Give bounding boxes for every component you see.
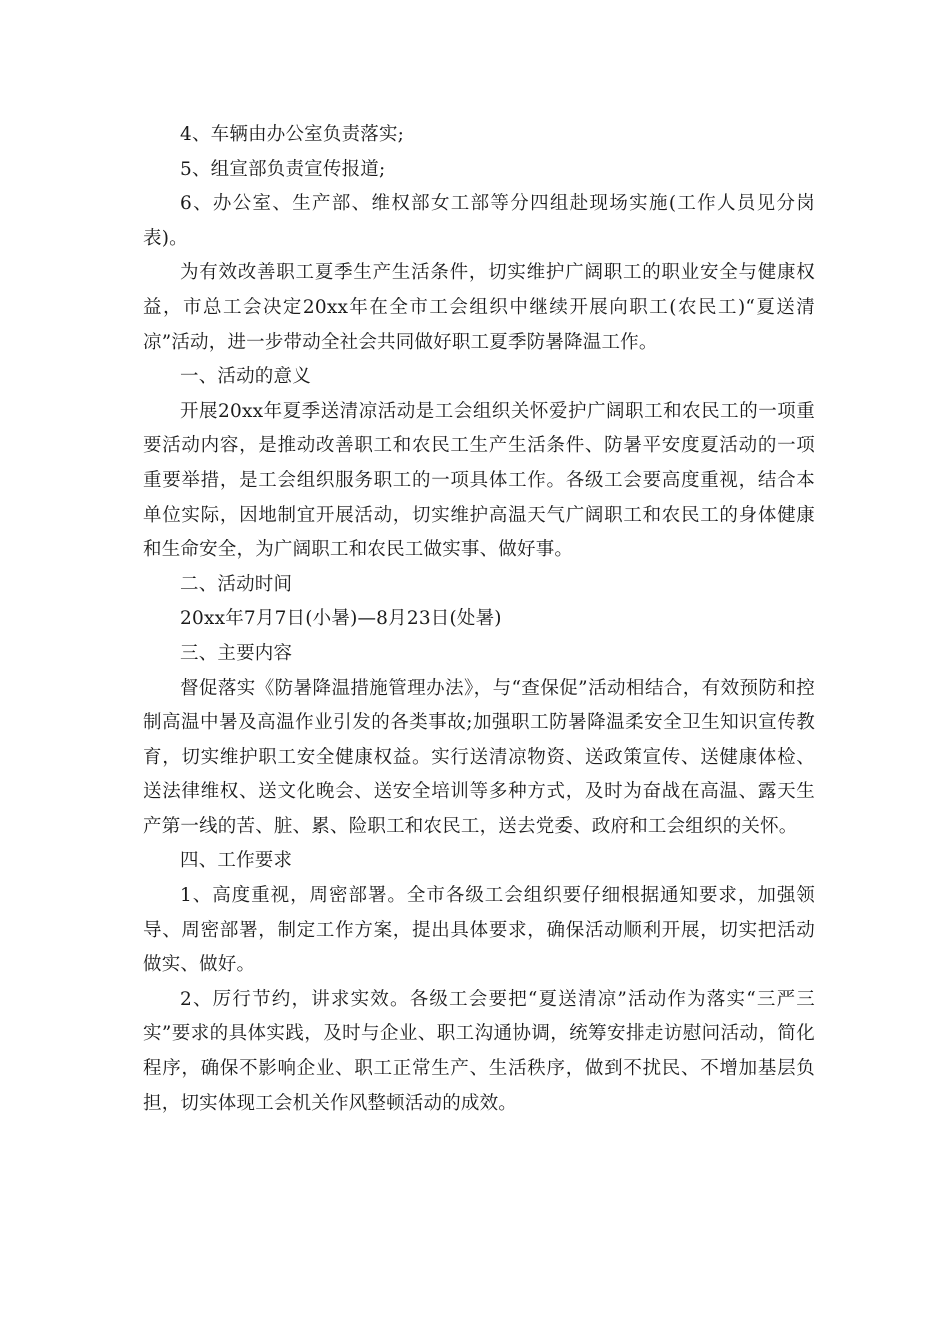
intro-paragraph: 为有效改善职工夏季生产生活条件，切实维护广阔职工的职业安全与健康权益，市总工会决定20xx年在全市工会组织中继续开展向职工(农民工)“夏送清凉”活动，进一步带动全社会共同做好职工夏季防暑降温工作。 (143, 262, 815, 353)
item-vehicle: 4、车辆由办公室负责落实; (180, 124, 405, 145)
significance-paragraph: 开展20xx年夏季送清凉活动是工会组织关怀爱护广阔职工和农民工的一项重要活动内容，是推动改善职工和农民工生产生活条件、防暑平安度夏活动的一项重要举措，是工会组织服务职工的一项具体工作。各级工会要高度重视，结合本单位实际，因地制宜开展活动，切实维护高温天气广阔职工和农民工的身体健康和生命安全，为广阔职工和农民工做实事、做好事。 (143, 400, 815, 561)
section-heading-significance: 一、活动的意义 (180, 366, 311, 388)
requirement-2: 2、厉行节约，讲求实效。各级工会要把“夏送清凉”活动作为落实“三严三实”要求的具体实践，及时与企业、职工沟通协调，统筹安排走访慰问活动，简化程序，确保不影响企业、职工正常生产、生活秩序，做到不扰民、不增加基层负担，切实体现工会机关作风整顿活动的成效。 (143, 988, 815, 1114)
section-heading-content: 三、主要内容 (180, 642, 293, 664)
requirement-1: 1、高度重视，周密部署。全市各级工会组织要仔细根据通知要求，加强领导、周密部署，制定工作方案，提出具体要求，确保活动顺利开展，切实把活动做实、做好。 (143, 885, 815, 976)
time-paragraph: 20xx年7月7日(小暑)—8月23日(处暑) (180, 608, 502, 630)
content-paragraph: 督促落实《防暑降温措施管理办法》，与“查保促”活动相结合，有效预防和控制高温中暑及高温作业引发的各类事故;加强职工防暑降温柔安全卫生知识宣传教育，切实维护职工安全健康权益。实行送清凉物资、送政策宣传、送健康体检、送法律维权、送文化晚会、送安全培训等多种方式，及时为奋战在高温、露天生产第一线的苦、脏、累、险职工和农民工，送去党委、政府和工会组织的关怀。 (143, 677, 815, 837)
section-heading-time: 二、活动时间 (180, 573, 293, 595)
item-publicity: 5、组宣部负责宣传报道; (180, 158, 386, 180)
section-heading-requirements: 四、工作要求 (180, 850, 293, 872)
document-page (143, 118, 815, 1121)
item-groups: 6、办公室、生产部、维权部女工部等分四组赴现场实施(工作人员见分岗表)。 (143, 193, 815, 249)
